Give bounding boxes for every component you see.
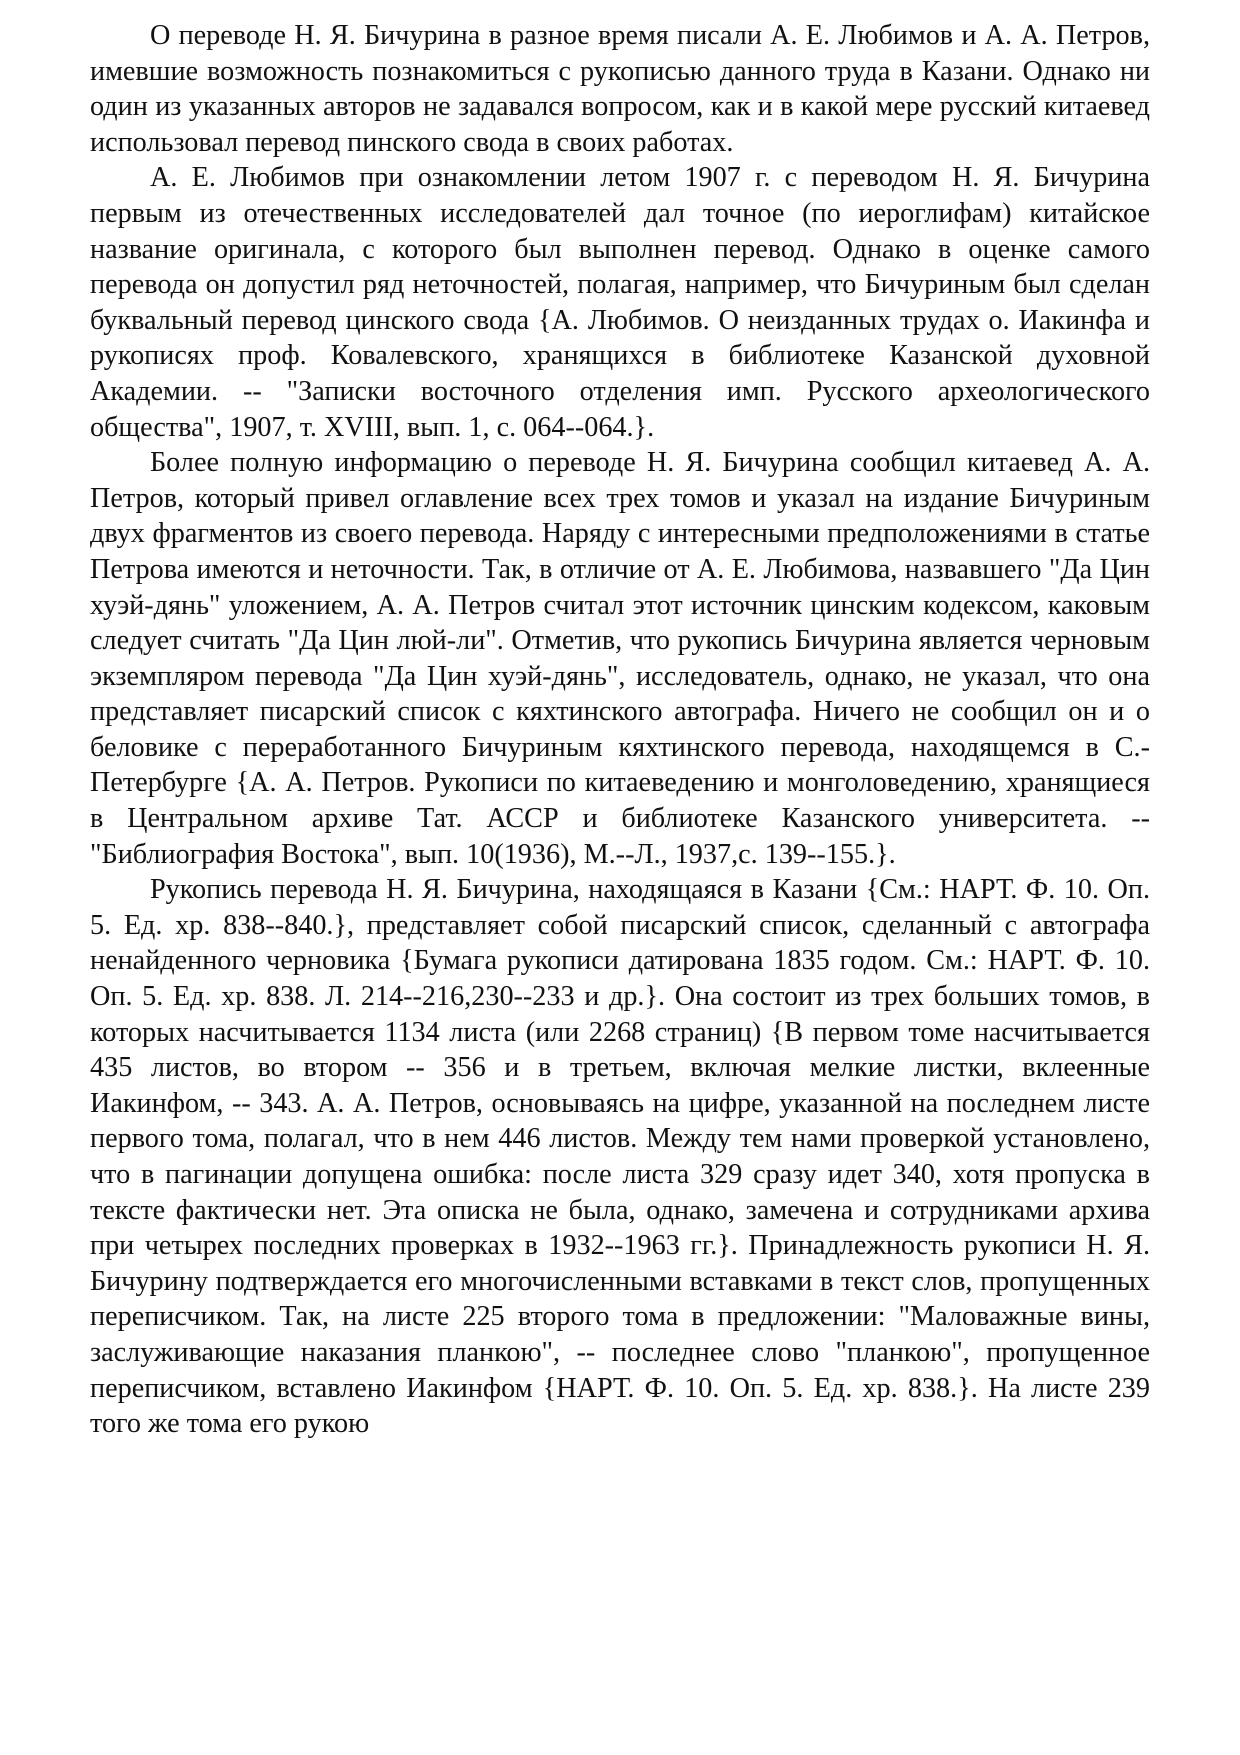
paragraph-3: Более полную информацию о переводе Н. Я. Бичурина сообщил китаевед А. А. Петров, который привел оглавление всех трех томов и указал на издание Бичуриным двух фрагментов из своего перевода. Наряду с интересными предположениями в статье Петрова имеются и неточности. Так, в отличие от А. Е. Любимова, назвавшего "Да Цин хуэй-дянь" уложением, А. А. Петров считал этот источник цинским кодексом, каковым следует считать "Да Цин люй-ли". Отметив, что рукопись Бичурина является черновым экземпляром перевода "Да Цин хуэй-дянь", исследователь, однако, не указал, что она представляет писарский список с кяхтинского автографа. Ничего не сообщил он и о беловике с переработанного Бичуриным кяхтинского перевода, находящемся в С.-Петербурге {А. А. Петров. Рукописи по китаеведению и монголоведению, хранящиеся в Центральном архиве Тат. АССР и библиотеке Казанского университета. -- "Библиография Востока", вып. 10(1936), М.--Л., 1937,с. 139--155.}.: [90, 447, 1150, 870]
document-page: [90, 18, 1150, 1442]
paragraph-4: Рукопись перевода Н. Я. Бичурина, находящаяся в Казани {См.: НАРТ. Ф. 10. Оп. 5. Ед. хр. 838--840.}, представляет собой писарский список, сделанный с автографа ненайденного черновика {Бумага рукописи датирована 1835 годом. См.: НАРТ. Ф. 10. Оп. 5. Ед. хр. 838. Л. 214--216,230--233 и др.}. Она состоит из трех больших томов, в которых насчитывается 1134 листа (или 2268 страниц) {В первом томе насчитывается 435 листов, во втором -- 356 и в третьем, включая мелкие листки, вклеенные Иакинфом, -- 343. А. А. Петров, основываясь на цифре, указанной на последнем листе первого тома, полагал, что в нем 446 листов. Между тем нами проверкой установлено, что в пагинации допущена ошибка: после листа 329 сразу идет 340, хотя пропуска в тексте фактически нет. Эта описка не была, однако, замечена и сотрудниками архива при четырех последних проверках в 1932--1963 гг.}. Принадлежность рукописи Н. Я. Бичурину подтверждается его многочисленными вставками в текст слов, пропущенных переписчиком. Так, на листе 225 второго тома в предложении: "Маловажные вины, заслуживающие наказания планкою", -- последнее слово "планкою", пропущенное переписчиком, вставлено Иакинфом {НАРТ. Ф. 10. Оп. 5. Ед. хр. 838.}. На листе 239 того же тома его рукою: [90, 874, 1150, 1440]
paragraph-1: О переводе Н. Я. Бичурина в разное время писали А. Е. Любимов и А. А. Петров, имевшие возможность познакомиться с рукописью данного труда в Казани. Однако ни один из указанных авторов не задавался вопросом, как и в какой мере русский китаевед использовал перевод пинского свода в своих работах.: [90, 20, 1150, 158]
paragraph-2: А. Е. Любимов при ознакомлении летом 1907 г. с переводом Н. Я. Бичурина первым из отечественных исследователей дал точное (по иероглифам) китайское название оригинала, с которого был выполнен перевод. Однако в оценке самого перевода он допустил ряд неточностей, полагая, например, что Бичуриным был сделан буквальный перевод цинского свода {А. Любимов. О неизданных трудах о. Иакинфа и рукописях проф. Ковалевского, хранящихся в библиотеке Казанской духовной Академии. -- "Записки восточного отделения имп. Русского археологического общества", 1907, т. XVIII, вып. 1, с. 064--064.}.: [90, 162, 1150, 443]
